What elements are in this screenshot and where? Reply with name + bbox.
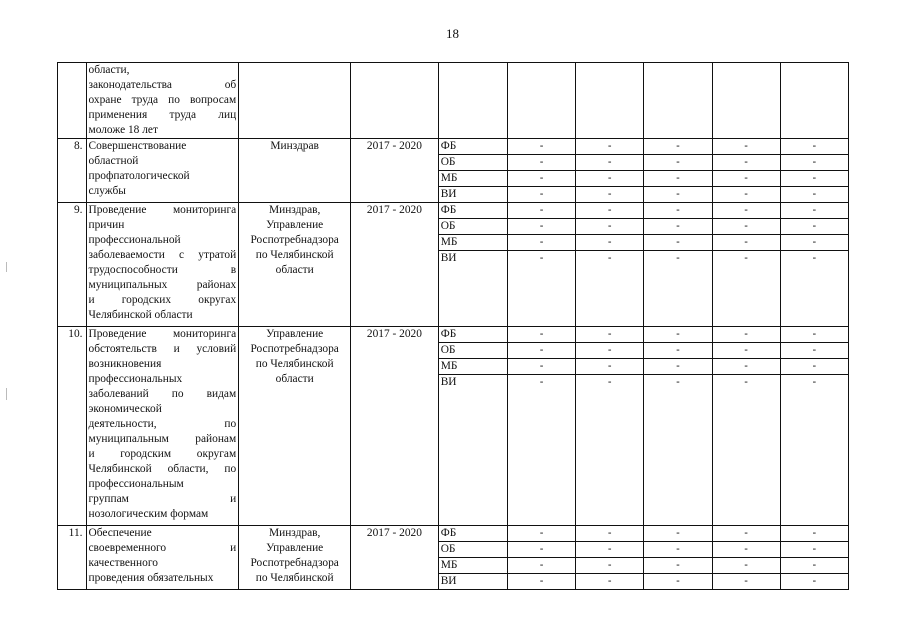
value-cell: -	[507, 203, 575, 219]
value-cell: -	[576, 327, 644, 343]
value-cell	[507, 63, 575, 139]
value-cell: -	[644, 558, 712, 574]
table-body	[58, 63, 849, 590]
value-cell: -	[644, 139, 712, 155]
value-cell: -	[507, 155, 575, 171]
value-cell: -	[507, 251, 575, 327]
value-cell: -	[576, 235, 644, 251]
funding-source-cell: ВИ	[438, 187, 507, 203]
value-cell: -	[576, 359, 644, 375]
period-cell: 2017 - 2020	[351, 526, 439, 590]
value-cell: -	[780, 187, 848, 203]
value-cell: -	[780, 235, 848, 251]
measure-name-line: возникновения	[88, 358, 162, 370]
value-cell	[780, 63, 848, 139]
measure-name-cell	[86, 526, 239, 590]
funding-source-cell: МБ	[438, 359, 507, 375]
measure-name-line: Проведение мониторинга	[88, 204, 237, 216]
funding-source-cell: ФБ	[438, 327, 507, 343]
value-cell: -	[507, 219, 575, 235]
funding-source-cell: ВИ	[438, 375, 507, 526]
value-cell: -	[576, 558, 644, 574]
period-cell: 2017 - 2020	[351, 327, 439, 526]
executor-line: Управление	[266, 219, 324, 231]
measure-name-line: профессиональной	[88, 234, 181, 246]
value-cell: -	[507, 558, 575, 574]
executor-line: области	[275, 373, 314, 385]
executor-line: по Челябинской	[255, 358, 334, 370]
value-cell: -	[780, 526, 848, 542]
measure-name-line: муниципальным районам	[88, 433, 237, 445]
row-number-cell: 10.	[58, 327, 87, 526]
value-cell: -	[644, 251, 712, 327]
value-cell: -	[712, 251, 780, 327]
value-cell: -	[507, 187, 575, 203]
executor-line: Роспотребнадзора	[250, 557, 339, 569]
measure-name-line: трудоспособности в	[88, 264, 237, 276]
value-cell: -	[780, 343, 848, 359]
value-cell: -	[780, 219, 848, 235]
value-cell: -	[576, 251, 644, 327]
value-cell: -	[507, 359, 575, 375]
funding-source-cell: ФБ	[438, 139, 507, 155]
measure-name-line: охране труда по вопросам	[88, 94, 237, 106]
funding-source-cell: ОБ	[438, 542, 507, 558]
row-number-cell: 9.	[58, 203, 87, 327]
value-cell: -	[507, 235, 575, 251]
funding-source-cell: ВИ	[438, 574, 507, 590]
measure-name-line: моложе 18 лет	[88, 124, 158, 136]
value-cell: -	[712, 235, 780, 251]
value-cell: -	[644, 375, 712, 526]
row-number-cell	[58, 63, 87, 139]
executor-line: Минздрав,	[268, 527, 321, 539]
value-cell: -	[576, 343, 644, 359]
measure-name-line: заболеваний по видам	[88, 388, 237, 400]
value-cell: -	[644, 155, 712, 171]
value-cell: -	[780, 203, 848, 219]
measure-row	[58, 203, 849, 219]
executor-line: Роспотребнадзора	[250, 234, 339, 246]
value-cell: -	[780, 139, 848, 155]
funding-source-cell: МБ	[438, 558, 507, 574]
value-cell: -	[712, 155, 780, 171]
measure-name-line: заболеваемости с утратой	[88, 249, 237, 261]
funding-source-cell: МБ	[438, 235, 507, 251]
value-cell: -	[712, 219, 780, 235]
measure-name-line: обстоятельств и условий	[88, 343, 237, 355]
page-number: 18	[446, 26, 459, 41]
measure-name-line: экономической	[88, 403, 162, 415]
value-cell: -	[780, 327, 848, 343]
period-cell: 2017 - 2020	[351, 203, 439, 327]
executor-line: по Челябинской	[255, 572, 334, 584]
value-cell: -	[780, 359, 848, 375]
margin-scan-mark	[6, 388, 7, 400]
value-cell: -	[507, 327, 575, 343]
value-cell: -	[712, 375, 780, 526]
continuation-row	[58, 63, 849, 139]
value-cell: -	[507, 171, 575, 187]
measure-name-line: области,	[88, 64, 130, 76]
row-number-cell: 11.	[58, 526, 87, 590]
value-cell: -	[576, 203, 644, 219]
measure-name-line: проведения обязательных	[88, 572, 214, 584]
executor-line: Управление	[266, 542, 324, 554]
funding-source-cell: ОБ	[438, 343, 507, 359]
value-cell: -	[507, 375, 575, 526]
measure-name-line: Проведение мониторинга	[88, 328, 237, 340]
value-cell: -	[576, 139, 644, 155]
value-cell: -	[507, 343, 575, 359]
measure-row	[58, 327, 849, 343]
measure-name-line: областной	[88, 155, 139, 167]
value-cell: -	[576, 526, 644, 542]
value-cell: -	[644, 359, 712, 375]
value-cell: -	[780, 251, 848, 327]
row-number-cell: 8.	[58, 139, 87, 203]
measure-name-cell	[86, 63, 239, 139]
value-cell: -	[644, 526, 712, 542]
executor-cell	[239, 526, 351, 590]
value-cell: -	[576, 542, 644, 558]
funding-source-cell: ОБ	[438, 219, 507, 235]
executor-cell	[239, 203, 351, 327]
value-cell: -	[576, 219, 644, 235]
measure-name-line: своевременного и	[88, 542, 237, 554]
value-cell: -	[576, 375, 644, 526]
measure-name-line: профессиональных	[88, 373, 183, 385]
value-cell: -	[780, 574, 848, 590]
measure-name-line: нозологическим формам	[88, 508, 209, 520]
measure-name-line: законодательства об	[88, 79, 237, 91]
measures-table	[57, 62, 849, 590]
value-cell	[644, 63, 712, 139]
value-cell: -	[507, 574, 575, 590]
measure-name-cell	[86, 203, 239, 327]
value-cell: -	[780, 542, 848, 558]
funding-source-cell: ОБ	[438, 155, 507, 171]
value-cell: -	[644, 187, 712, 203]
value-cell: -	[644, 203, 712, 219]
executor-line: Управление	[266, 328, 324, 340]
measure-name-line: Челябинской области	[88, 309, 193, 321]
value-cell: -	[576, 171, 644, 187]
value-cell: -	[780, 171, 848, 187]
value-cell: -	[712, 187, 780, 203]
measure-name-line: Челябинской области, по	[88, 463, 237, 475]
value-cell: -	[780, 375, 848, 526]
measure-name-cell	[86, 327, 239, 526]
period-cell	[351, 63, 439, 139]
measure-name-line: качественного	[88, 557, 158, 569]
measure-name-line: профессиональным	[88, 478, 184, 490]
value-cell: -	[780, 558, 848, 574]
value-cell: -	[507, 542, 575, 558]
value-cell: -	[644, 542, 712, 558]
value-cell: -	[644, 235, 712, 251]
measure-row	[58, 526, 849, 542]
executor-line: Минздрав	[270, 140, 319, 152]
executor-line: Минздрав,	[268, 204, 321, 216]
value-cell: -	[644, 327, 712, 343]
value-cell: -	[712, 171, 780, 187]
executor-line: Роспотребнадзора	[250, 343, 339, 355]
value-cell: -	[712, 574, 780, 590]
funding-source-cell: МБ	[438, 171, 507, 187]
measure-name-cell	[86, 139, 239, 203]
measure-row	[58, 139, 849, 155]
measure-name-line: муниципальных районах	[88, 279, 237, 291]
value-cell: -	[507, 139, 575, 155]
value-cell: -	[644, 219, 712, 235]
value-cell: -	[712, 203, 780, 219]
funding-source-cell: ФБ	[438, 203, 507, 219]
measure-name-line: причин	[88, 219, 125, 231]
executor-cell	[239, 139, 351, 203]
value-cell: -	[712, 526, 780, 542]
funding-source-cell: ВИ	[438, 251, 507, 327]
executor-cell	[239, 63, 351, 139]
executor-line: области	[275, 264, 314, 276]
executor-cell	[239, 327, 351, 526]
value-cell: -	[780, 155, 848, 171]
value-cell: -	[712, 558, 780, 574]
value-cell: -	[644, 574, 712, 590]
value-cell	[712, 63, 780, 139]
value-cell: -	[712, 542, 780, 558]
measure-name-line: и городским округам	[88, 448, 237, 460]
value-cell: -	[507, 526, 575, 542]
value-cell: -	[576, 574, 644, 590]
measure-name-line: службы	[88, 185, 126, 197]
value-cell: -	[576, 155, 644, 171]
value-cell: -	[576, 187, 644, 203]
value-cell: -	[712, 139, 780, 155]
measure-name-line: и городских округах	[88, 294, 237, 306]
measure-name-line: профпатологической	[88, 170, 190, 182]
measure-name-line: Обеспечение	[88, 527, 152, 539]
value-cell: -	[644, 171, 712, 187]
measure-name-line: деятельности, по	[88, 418, 237, 430]
margin-scan-mark	[6, 262, 7, 272]
measure-name-line: группам и	[88, 493, 237, 505]
value-cell: -	[712, 359, 780, 375]
value-cell	[576, 63, 644, 139]
value-cell: -	[712, 343, 780, 359]
period-cell: 2017 - 2020	[351, 139, 439, 203]
measure-name-line: применения труда лиц	[88, 109, 237, 121]
executor-line: по Челябинской	[255, 249, 334, 261]
funding-source-cell	[438, 63, 507, 139]
funding-source-cell: ФБ	[438, 526, 507, 542]
measure-name-line: Совершенствование	[88, 140, 187, 152]
value-cell: -	[644, 343, 712, 359]
value-cell: -	[712, 327, 780, 343]
